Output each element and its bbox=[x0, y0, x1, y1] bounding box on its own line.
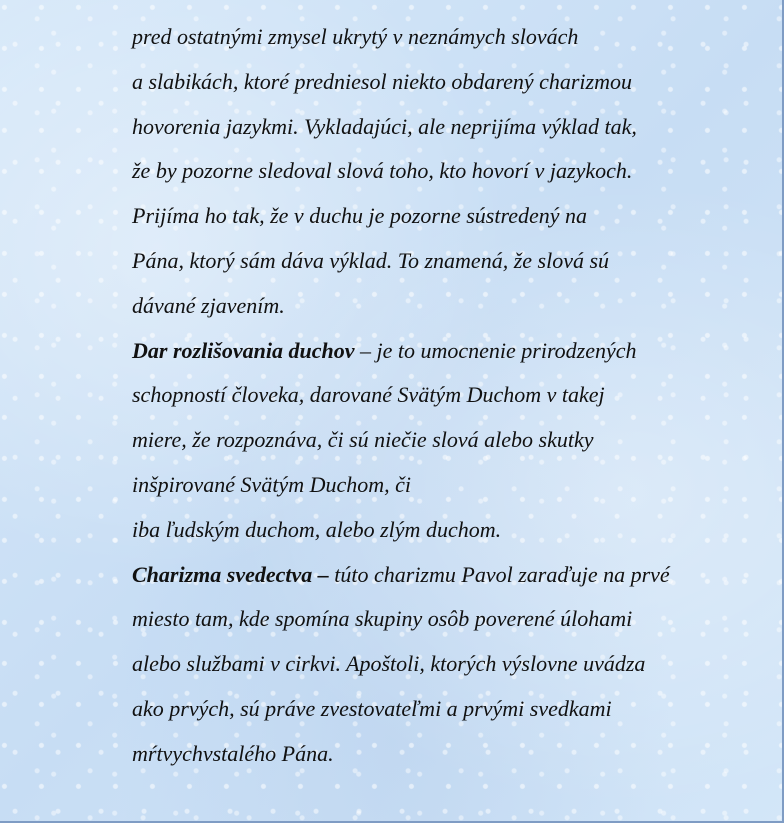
text-line: miesto tam, kde spomína skupiny osôb poverené úlohami bbox=[132, 606, 633, 632]
document-text bbox=[132, 15, 777, 777]
text-line: ako prvých, sú práve zvestovateľmi a prvými svedkami bbox=[132, 695, 612, 721]
text-line: že by pozorne sledoval slová toho, kto hovorí v jazykoch. bbox=[132, 158, 633, 184]
text-line: schopností človeka, darované Svätým Duchom v takej bbox=[132, 382, 605, 408]
term-charism-of-testimony: Charizma svedectva – bbox=[132, 561, 329, 587]
definition-text: túto charizmu Pavol zaraďuje na prvé bbox=[328, 561, 670, 587]
paragraph-discernment-first-line bbox=[132, 329, 777, 374]
text-line: pred ostatnými zmysel ukrytý v neznámych slovách bbox=[132, 24, 579, 49]
text-line: iba ľudským duchom, alebo zlým duchom. bbox=[132, 516, 502, 542]
text-line: a slabikách, ktoré predniesol niekto obdarený charizmou bbox=[132, 68, 632, 94]
text-line: Prijíma ho tak, že v duchu je pozorne sústredený na bbox=[132, 203, 587, 229]
text-line: miere, že rozpoznáva, či sú niečie slová alebo skutky bbox=[132, 427, 594, 453]
paragraph-testimony-first-line bbox=[132, 553, 777, 598]
text-line: dávané zjavením. bbox=[132, 292, 285, 318]
text-line: alebo službami v cirkvi. Apoštoli, ktorých výslovne uvádza bbox=[132, 651, 646, 677]
text-line: Pána, ktorý sám dáva výklad. To znamená, že slová sú bbox=[132, 247, 610, 273]
text-line: mŕtvychvstalého Pána. bbox=[132, 740, 334, 766]
definition-text: – je to umocnenie prirodzených bbox=[354, 337, 637, 363]
text-line: hovorenia jazykmi. Vykladajúci, ale neprijíma výklad tak, bbox=[132, 113, 637, 139]
text-line: inšpirované Svätým Duchom, či bbox=[132, 471, 412, 497]
term-discernment-of-spirits: Dar rozlišovania duchov bbox=[132, 337, 355, 363]
